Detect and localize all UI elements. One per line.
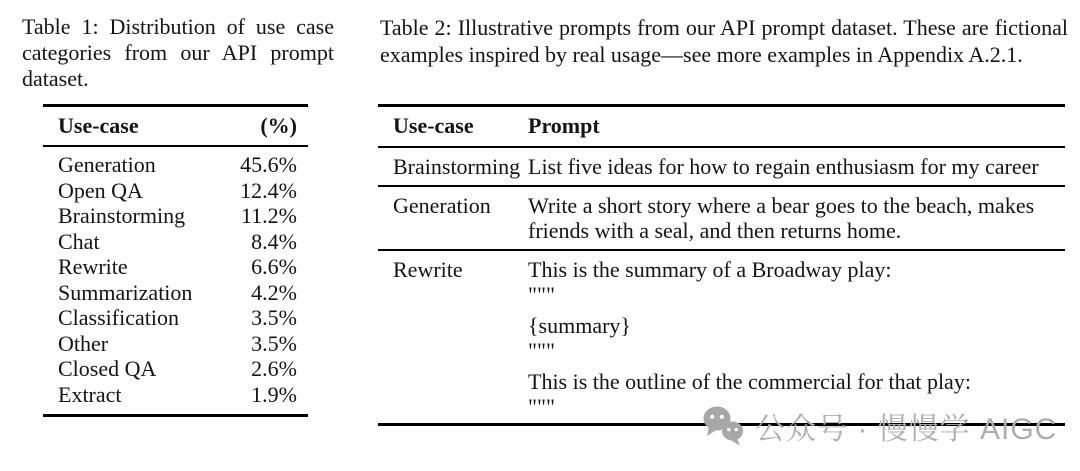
percent-cell: 45.6% <box>240 152 297 177</box>
prompt-line: This is the outline of the commercial for that play: <box>528 369 971 394</box>
use-case-cell: Chat <box>58 228 100 254</box>
table-row <box>378 148 1065 187</box>
use-case-cell: Extract <box>58 381 122 407</box>
use-case-cell: Brainstorming <box>58 203 186 228</box>
table1-caption: Table 1: Distribution of use case categories from our API prompt dataset. <box>22 14 334 91</box>
table2-header-use-case: Use-case <box>393 113 474 138</box>
prompt-line: """ <box>528 282 555 307</box>
prompt-cell <box>528 193 1065 243</box>
prompt-cell <box>528 154 1065 179</box>
percent-cell: 11.2% <box>240 203 297 228</box>
percent-cell: 12.4% <box>240 177 297 203</box>
table2-header-prompt: Prompt <box>528 113 600 138</box>
prompt-line: Write a short story where a bear goes to the beach, makes friends with a seal, and then returns home. <box>528 193 1035 243</box>
percent-cell: 3.5% <box>251 330 297 356</box>
table1-header-percent: (%) <box>260 113 297 138</box>
table1-header-row <box>43 107 308 147</box>
prompt-line: List five ideas for how to regain enthusiasm for my career <box>528 154 1039 179</box>
prompt-line: {summary} <box>528 313 631 338</box>
use-case-cell: Rewrite <box>393 257 463 282</box>
use-case-cell: Generation <box>58 152 156 177</box>
percent-cell: 2.6% <box>251 356 297 381</box>
use-case-cell: Closed QA <box>58 356 157 381</box>
percent-cell: 8.4% <box>251 228 297 254</box>
prompt-line: This is the summary of a Broadway play: <box>528 257 892 282</box>
use-case-cell: Brainstorming <box>393 154 521 179</box>
table-row <box>378 251 1065 423</box>
table-row <box>43 203 308 229</box>
watermark <box>700 404 1057 448</box>
prompt-line: """ <box>528 394 555 419</box>
use-case-cell: Classification <box>58 305 179 330</box>
prompt-line: """ <box>528 338 555 363</box>
use-case-cell: Summarization <box>58 279 193 305</box>
table-row <box>43 280 308 306</box>
use-case-cell: Open QA <box>58 177 143 203</box>
use-case-cell: Rewrite <box>58 254 128 279</box>
table1-header-use-case: Use-case <box>58 113 139 138</box>
table-row <box>43 331 308 357</box>
table1 <box>43 104 308 417</box>
wechat-icon <box>700 405 746 447</box>
table-row <box>43 178 308 204</box>
watermark-text: 公众号 · 慢慢学 AIGC <box>755 413 1058 446</box>
table1-body <box>43 147 308 414</box>
table-row <box>378 187 1065 251</box>
percent-cell: 4.2% <box>251 279 297 305</box>
percent-cell: 6.6% <box>251 254 297 279</box>
percent-cell: 3.5% <box>251 305 297 330</box>
table-row <box>43 152 308 178</box>
use-case-cell: Other <box>58 330 109 356</box>
percent-cell: 1.9% <box>251 381 297 407</box>
prompt-cell <box>528 257 1065 419</box>
table2 <box>378 104 1065 426</box>
table2-body <box>378 148 1065 423</box>
table-row <box>43 382 308 408</box>
table-row <box>43 229 308 255</box>
use-case-cell: Generation <box>393 193 491 218</box>
table-row <box>43 254 308 280</box>
table-row <box>43 356 308 382</box>
table-row <box>43 305 308 331</box>
table2-caption: Table 2: Illustrative prompts from our API prompt dataset. These are fictional examples inspired by real usage—see more examples in Appendix A.2.1. <box>380 15 1068 67</box>
table2-header-row <box>378 107 1065 148</box>
